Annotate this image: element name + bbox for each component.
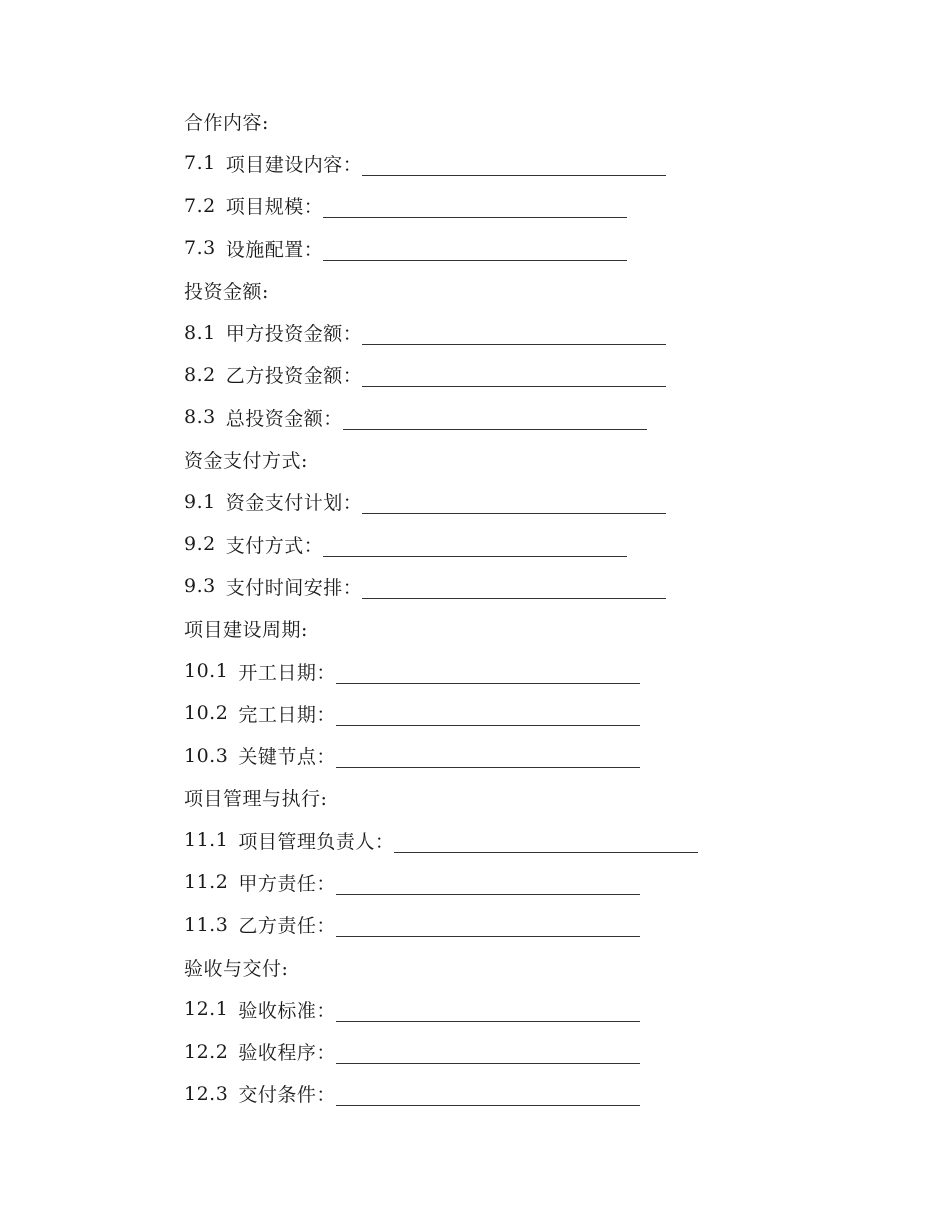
blank-fill-line[interactable] [362, 155, 666, 176]
item-number: 10.2 [184, 702, 229, 725]
item-number: 7.3 [184, 237, 216, 260]
form-row [184, 185, 884, 227]
item-label: 乙方投资金额： [225, 365, 363, 388]
item-label: 项目管理负责人： [238, 830, 395, 853]
blank-fill-line[interactable] [394, 832, 698, 853]
item-label: 甲方责任： [238, 872, 336, 895]
blank-fill-line[interactable] [336, 1043, 640, 1064]
blank-fill-line[interactable] [362, 366, 666, 387]
item-label: 甲方投资金额： [225, 323, 363, 346]
section-heading-text: 合作内容: [184, 111, 269, 134]
item-label: 完工日期： [238, 703, 336, 726]
item-number: 7.2 [184, 194, 216, 217]
blank-fill-line[interactable] [336, 874, 640, 895]
section-heading-text: 资金支付方式: [184, 450, 308, 473]
item-number: 12.3 [184, 1082, 229, 1105]
form-row [184, 481, 884, 523]
item-number: 8.1 [184, 321, 216, 344]
form-row [184, 819, 884, 861]
section-heading-text: 项目管理与执行: [184, 788, 328, 811]
form-row [184, 650, 884, 692]
form-row [184, 354, 884, 396]
item-label: 支付方式： [225, 534, 324, 557]
form-row [184, 142, 884, 184]
item-label: 支付时间安排： [225, 576, 363, 599]
item-number: 7.1 [184, 152, 216, 175]
item-label: 关键节点： [238, 746, 336, 769]
form-row [184, 692, 884, 734]
form-row [184, 1073, 884, 1115]
form-row [184, 311, 884, 353]
item-label: 总投资金额： [225, 407, 343, 430]
form-row [184, 1031, 884, 1073]
item-number: 11.1 [184, 829, 229, 852]
item-label: 项目建设内容： [225, 153, 363, 176]
section-heading [184, 777, 884, 819]
blank-fill-line[interactable] [323, 536, 627, 557]
document-page [184, 100, 884, 1115]
blank-fill-line[interactable] [336, 1085, 640, 1106]
form-row [184, 904, 884, 946]
item-number: 8.2 [184, 363, 216, 386]
blank-fill-line[interactable] [336, 916, 640, 937]
form-row [184, 227, 884, 269]
item-number: 10.1 [184, 660, 229, 682]
blank-fill-line[interactable] [362, 578, 666, 599]
section-heading [184, 100, 884, 142]
item-number: 9.3 [184, 575, 216, 598]
section-heading-text: 验收与交付: [184, 957, 289, 980]
section-heading [184, 946, 884, 988]
blank-fill-line[interactable] [323, 197, 627, 218]
item-number: 11.2 [184, 871, 229, 894]
item-label: 设施配置： [225, 238, 324, 261]
blank-fill-line[interactable] [336, 1001, 640, 1022]
blank-fill-line[interactable] [336, 705, 640, 726]
section-heading [184, 269, 884, 311]
form-row [184, 523, 884, 565]
item-label: 项目规模： [225, 196, 324, 219]
form-row [184, 988, 884, 1030]
item-number: 9.1 [184, 490, 216, 513]
blank-fill-line[interactable] [323, 240, 627, 261]
item-number: 12.2 [184, 1040, 229, 1063]
section-heading-text: 投资金额: [184, 280, 269, 303]
item-label: 验收程序： [238, 1042, 336, 1065]
item-label: 验收标准： [238, 999, 336, 1022]
item-number: 11.3 [184, 913, 229, 936]
blank-fill-line[interactable] [336, 663, 640, 684]
blank-fill-line[interactable] [362, 493, 666, 514]
item-label: 开工日期： [238, 661, 336, 684]
item-number: 9.2 [184, 533, 216, 556]
section-heading [184, 608, 884, 650]
form-row [184, 396, 884, 438]
item-label: 交付条件： [238, 1084, 336, 1107]
section-heading-text: 项目建设周期: [184, 619, 308, 642]
form-row [184, 861, 884, 903]
blank-fill-line[interactable] [336, 747, 640, 768]
item-number: 10.3 [184, 744, 229, 767]
item-label: 资金支付计划： [225, 492, 363, 515]
section-heading [184, 438, 884, 480]
item-number: 12.1 [184, 998, 229, 1021]
blank-fill-line[interactable] [362, 324, 666, 345]
form-row [184, 565, 884, 607]
blank-fill-line[interactable] [343, 409, 647, 430]
form-row [184, 734, 884, 776]
item-label: 乙方责任： [238, 915, 336, 938]
item-number: 8.3 [184, 406, 216, 429]
